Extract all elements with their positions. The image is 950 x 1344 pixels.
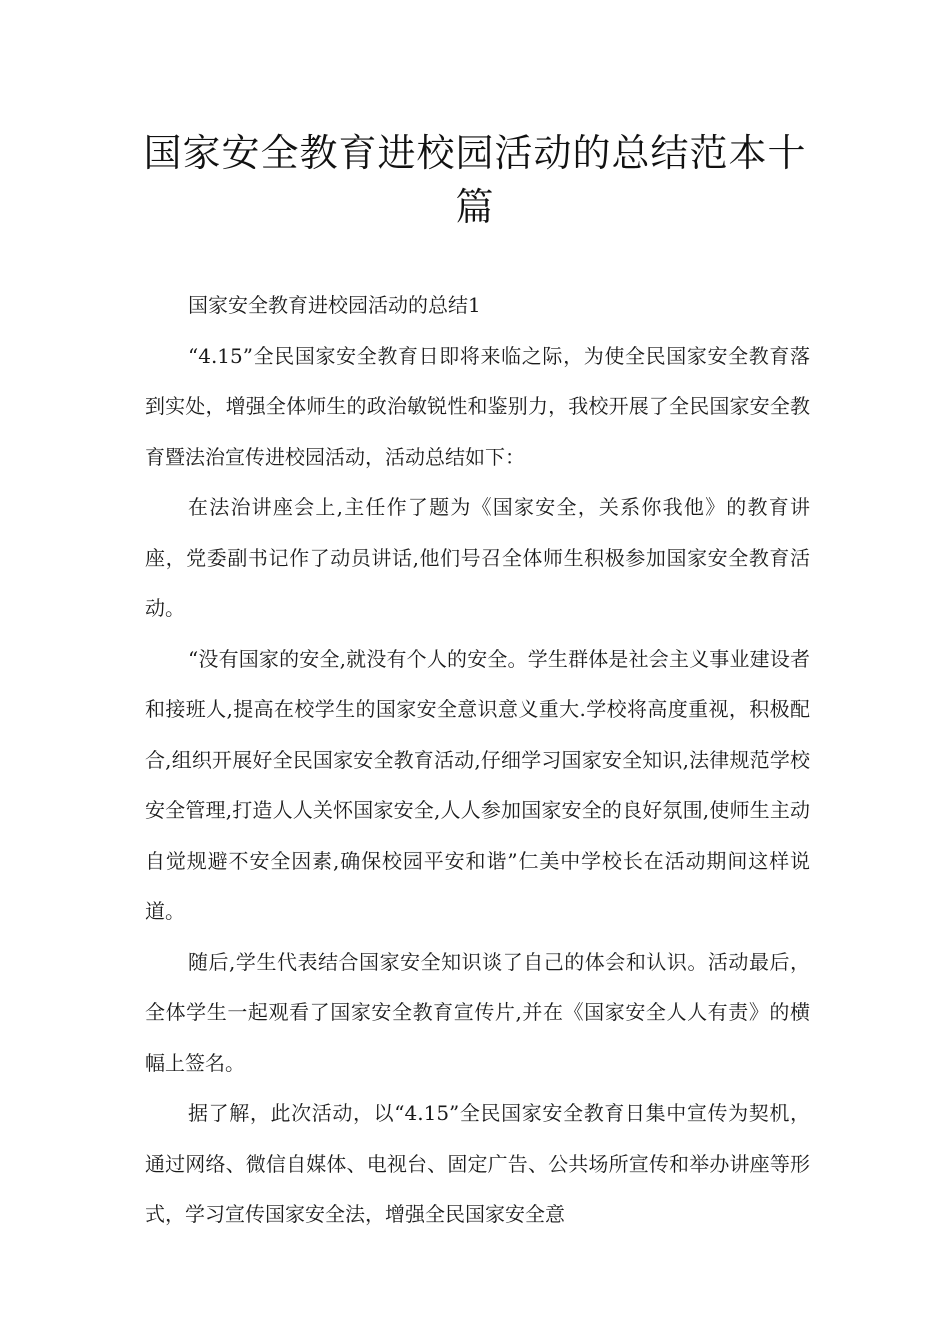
- section-heading: 国家安全教育进校园活动的总结1: [188, 293, 481, 317]
- paragraph-2: 在法治讲座会上,主任作了题为《国家安全，关系你我他》的教育讲座，党委副书记作了动员讲话,他们号召全体师生积极参加国家安全教育活动。: [145, 495, 810, 620]
- document-title: 国家安全教育进校园活动的总结范本十篇: [143, 131, 807, 229]
- paragraph-3: “没有国家的安全,就没有个人的安全。学生群体是社会主义事业建设者和接班人,提高在校学生的国家安全意识意义重大.学校将高度重视，积极配合,组织开展好全民国家安全教育活动,仔细学习国家安全知识,法律规范学校安全管理,打造人人关怀国家安全,人人参加国家安全的良好氛围,使师生主动自觉规避不安全因素,确保校园平安和谐”仁美中学校长在活动期间这样说道。: [145, 646, 810, 923]
- paragraph-4: 随后,学生代表结合国家安全知识谈了自己的体会和认识。活动最后，全体学生一起观看了国家安全教育宣传片,并在《国家安全人人有责》的横幅上签名。: [145, 949, 810, 1075]
- paragraph-1: “4.15”全民国家安全教育日即将来临之际，为使全民国家安全教育落到实处，增强全体师生的政治敏锐性和鉴别力，我校开展了全民国家安全教育暨法治宣传进校园活动，活动总结如下：: [145, 343, 810, 469]
- document-body: [145, 280, 810, 1240]
- paragraph-5: 据了解，此次活动，以“4.15”全民国家安全教育日集中宣传为契机，通过网络、微信自媒体、电视台、固定广告、公共场所宣传和举办讲座等形式，学习宣传国家安全法，增强全民国家安全意: [145, 1101, 810, 1226]
